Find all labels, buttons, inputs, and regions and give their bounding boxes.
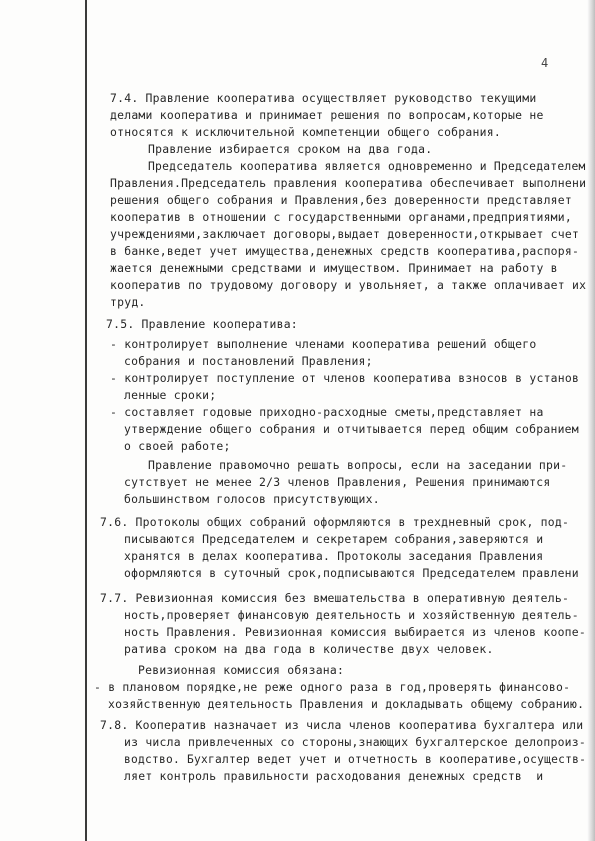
text-line: 7.8. Кооператив назначает из числа членов кооператива бухгалтера или: [100, 718, 584, 732]
text-line: Правления.Председатель правления кооператива обеспечивает выполнени: [110, 176, 587, 190]
text-line: в банке,ведет учет имущества,денежных средств кооператива,распоря-: [110, 244, 580, 258]
text-line: сутствует не менее 2/3 членов Правления, Решения принимаются: [124, 475, 551, 489]
text-line: ленные сроки;: [124, 388, 217, 402]
text-line: - контролирует выполнение членами кооператива решений общего: [110, 337, 537, 351]
page-edge-shadow: [587, 0, 595, 841]
text-line: о своей работе;: [124, 439, 231, 453]
text-line: хозяйственную деятельность Правления и докладывать общему собранию.: [108, 697, 585, 711]
text-line: 7.5. Правление кооператива:: [106, 317, 298, 331]
margin-rule: [85, 0, 87, 841]
text-line: оформляются в суточный срок,подписываются Председателем правлени: [124, 566, 579, 580]
text-line: - в плановом порядке,не реже одного раза в год,проверять финансово-: [94, 680, 571, 694]
text-line: - составляет годовые приходно-расходные сметы,представляет на: [110, 405, 544, 419]
text-line: писываются Председателем и секретарем собрания,заверяются и: [124, 532, 544, 546]
text-line: собрания и постановлений Правления;: [124, 354, 373, 368]
text-line: водство. Бухгалтер ведет учет и отчетность в кооперативе,осуществ-: [124, 752, 587, 766]
text-line: 7.7. Ревизионная комиссия без вмешательства в оперативную деятель-: [100, 591, 570, 605]
text-line: Ревизионная комиссия обязана:: [138, 663, 345, 677]
text-line: - контролирует поступление от членов кооператива взносов в установ: [110, 371, 580, 385]
text-line: хранятся в делах кооператива. Протоколы заседания Правления: [124, 549, 544, 563]
text-line: Правление правомочно решать вопросы, если на заседании при-: [148, 458, 568, 472]
text-line: 7.4. Правление кооператива осуществляет руководство текущими: [110, 91, 537, 105]
text-line: 7.6. Протоколы общих собраний оформляются в трехдневный срок, под-: [100, 515, 570, 529]
text-line: большинством голосов присутствующих.: [124, 492, 380, 506]
text-line: ляет контроль правильности расходования денежных средств и: [124, 769, 544, 783]
text-line: утверждение общего собрания и отчитывается перед общим собранием: [124, 422, 579, 436]
text-line: кооператив по трудовому договору и увольняет, а также оплачивает их: [110, 278, 587, 292]
text-line: ность,проверяет финансовую деятельность и хозяйственную деятель-: [124, 608, 579, 622]
text-line: жается денежными средствами и имуществом. Принимает на работу в: [110, 261, 558, 275]
text-line: Председатель кооператива является одновременно и Председателем: [148, 159, 586, 173]
text-line: делами кооператива и принимает решения по вопросам,которые не: [110, 108, 544, 122]
text-line: ратива сроком на два года в количестве двух человек.: [124, 642, 494, 656]
text-line: учреждениями,заключает договоры,выдает доверенности,открывает счет: [110, 227, 580, 241]
text-line: ность Правления. Ревизионная комиссия выбирается из членов коопе-: [124, 625, 587, 639]
text-line: Правление избирается сроком на два года.: [148, 142, 433, 156]
text-line: относятся к исключительной компетенции общего собрания.: [110, 125, 501, 139]
text-line: решения общего собрания и Правления,без доверенности представляет: [110, 193, 573, 207]
text-line: кооператив в отношении с государственными органами,предприятиями,: [110, 210, 573, 224]
text-line: труд.: [110, 295, 146, 309]
text-line: из числа привлеченных со стороны,знающих бухгалтерское делопроиз-: [124, 735, 587, 749]
page-number: 4: [541, 56, 549, 70]
